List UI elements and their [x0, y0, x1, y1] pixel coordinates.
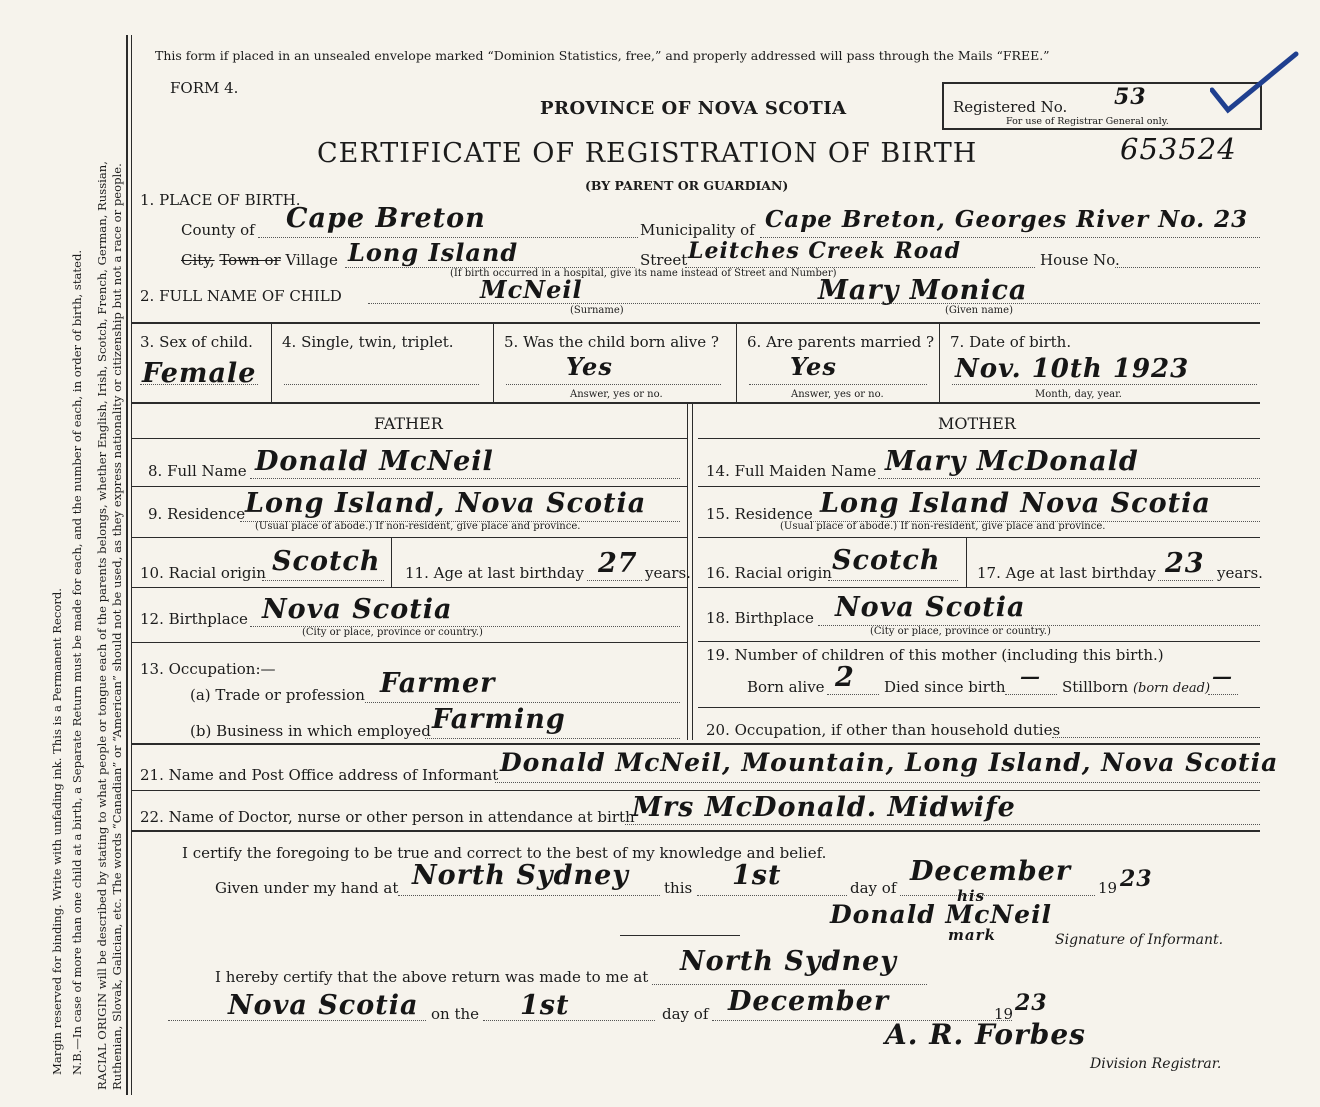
mother-name-value: Mary McDonald [885, 446, 1139, 477]
married-caption: Answer, yes or no. [791, 389, 884, 400]
alive-value: Yes [566, 352, 613, 381]
alive-caption: Answer, yes or no. [570, 389, 663, 400]
street-value: Leitches Creek Road [688, 238, 962, 264]
hospital-note: (If birth occurred in a hospital, give its name instead of Street and Number) [450, 268, 837, 279]
father-racial-value: Scotch [272, 546, 381, 577]
certificate-subtitle: (BY PARENT OR GUARDIAN) [585, 178, 789, 193]
father-birthplace-caption: (City or place, province or country.) [302, 627, 483, 638]
form-number: FORM 4. [170, 79, 239, 97]
stillborn-label-text: Stillborn [1062, 678, 1129, 696]
married-label: 6. Are parents married ? [747, 333, 935, 351]
father-trade-label: (a) Trade or profession [190, 686, 365, 704]
alive-label: 5. Was the child born alive ? [504, 333, 719, 351]
dob-label: 7. Date of birth. [950, 333, 1072, 351]
father-trade-value: Farmer [380, 668, 496, 699]
margin-text-binding: Margin reserved for binding. Write with unfading ink. This is a Permanent Record. [50, 588, 64, 1075]
certificate-number: 653524 [1120, 132, 1237, 166]
border-left-outer [126, 35, 128, 1095]
signature-mark: mark [948, 926, 996, 944]
attendant-label: 22. Name of Doctor, nurse or other person in attendance at birth [140, 808, 635, 826]
day-of-label: day of [850, 879, 897, 897]
mother-residence-label: 15. Residence [706, 505, 813, 523]
dob-caption: Month, day, year. [1035, 389, 1122, 400]
died-value: — [1020, 664, 1041, 688]
mother-birthplace-label: 18. Birthplace [706, 609, 814, 627]
stillborn-note: (born dead) [1132, 681, 1211, 696]
father-racial-label: 10. Racial origin [140, 564, 266, 582]
city-label [181, 251, 338, 269]
given-name-caption: (Given name) [945, 305, 1013, 316]
informant-signature: Donald McNeil [830, 900, 1053, 929]
father-birthplace-label: 12. Birthplace [140, 610, 248, 628]
registrar-day-of-label: day of [662, 1005, 709, 1023]
father-business-value: Farming [432, 704, 566, 735]
father-birthplace-value: Nova Scotia [262, 594, 453, 625]
mother-years-label: years. [1217, 564, 1263, 582]
mother-residence-value: Long Island Nova Scotia [820, 488, 1211, 519]
married-value: Yes [790, 352, 837, 381]
stillborn-value: — [1212, 664, 1233, 688]
father-name-label: 8. Full Name [148, 462, 247, 480]
attendant-value: Mrs McDonald. Midwife [632, 792, 1016, 823]
born-alive-value: 2 [835, 662, 855, 693]
mail-notice: This form if placed in an unsealed envelope marked “Dominion Statistics, free,” and properly addressed will pass through the Mails “FREE.” [155, 48, 1050, 63]
child-given-name: Mary Monica [818, 275, 1028, 306]
county-label: County of [181, 221, 255, 239]
this-label: this [664, 879, 693, 897]
signature-caption: Signature of Informant. [1055, 932, 1224, 948]
registrar-day: 1st [520, 990, 570, 1021]
mother-age-value: 23 [1165, 548, 1205, 579]
sex-label: 3. Sex of child. [140, 333, 253, 351]
dob-value: Nov. 10th 1923 [955, 354, 1190, 384]
mother-residence-caption: (Usual place of abode.) If non-resident, give place and province. [780, 521, 1106, 532]
province-heading: PROVINCE OF NOVA SCOTIA [540, 98, 847, 119]
certification-statement: I certify the foregoing to be true and correct to the best of my knowledge and belief. [182, 844, 827, 862]
certificate-title: CERTIFICATE OF REGISTRATION OF BIRTH [317, 138, 978, 169]
municipality-label: Municipality of [640, 221, 755, 239]
city-label-town: Town or [219, 251, 281, 269]
certification-month: December [910, 856, 1072, 887]
signature-his: his [957, 887, 986, 905]
father-age-label: 11. Age at last birthday [405, 564, 584, 582]
informant-label: 21. Name and Post Office address of Informant [140, 766, 499, 784]
checkmark-icon [1210, 50, 1300, 115]
registrar-place-1: North Sydney [680, 946, 897, 977]
father-years-label: years. [645, 564, 691, 582]
margin-text-racial: RACIAL ORIGIN will be described by stating to what people or tongue each of the parents belongs, whether English, Irish, Scotch, French, German, Russian, [95, 161, 109, 1090]
father-name-value: Donald McNeil [255, 446, 494, 477]
father-residence-value: Long Island, Nova Scotia [245, 488, 647, 519]
city-label-city: City, [181, 251, 215, 269]
child-surname: McNeil [480, 275, 583, 304]
surname-caption: (Surname) [570, 305, 624, 316]
registered-no-label: Registered No. [953, 98, 1068, 116]
on-the-label: on the [431, 1005, 480, 1023]
city-label-village: Village [285, 251, 338, 269]
certification-day: 1st [732, 860, 782, 891]
place-of-birth-heading: 1. PLACE OF BIRTH. [140, 191, 301, 209]
registered-no-note: For use of Registrar General only. [1006, 116, 1169, 127]
father-residence-caption: (Usual place of abode.) If non-resident, give place and province. [255, 521, 581, 532]
multiplicity-label: 4. Single, twin, triplet. [282, 333, 454, 351]
child-name-label: 2. FULL NAME OF CHILD [140, 287, 342, 305]
registrar-signature: A. R. Forbes [885, 1018, 1086, 1051]
registrar-month: December [728, 986, 890, 1017]
sex-value: Female [142, 358, 257, 389]
mother-occupation-label: 20. Occupation, if other than household duties [706, 721, 1061, 739]
mother-age-label: 17. Age at last birthday [977, 564, 1156, 582]
born-alive-label: Born alive [747, 678, 825, 696]
father-residence-label: 9. Residence [148, 505, 246, 523]
informant-value: Donald McNeil, Mountain, Long Island, Nova Scotia [500, 748, 1279, 777]
village-value: Long Island [348, 238, 519, 267]
father-business-label: (b) Business in which employed [190, 722, 431, 740]
registrar-year-prefix: 19 [994, 1005, 1014, 1023]
mother-children-label: 19. Number of children of this mother (including this birth.) [706, 646, 1164, 664]
father-age-value: 27 [598, 548, 638, 579]
mother-name-label: 14. Full Maiden Name [706, 462, 877, 480]
registered-no-value: 53 [1114, 84, 1147, 110]
registrar-place-2: Nova Scotia [228, 990, 419, 1021]
municipality-value: Cape Breton, Georges River No. 23 [765, 206, 1249, 233]
margin-text-racial-cont: Ruthenian, Slovak, Galician, etc. The words “Canadian” or “American” should not be used, as they express nationality or citizenship but not a race or people. [110, 163, 124, 1090]
stillborn-label [1062, 678, 1210, 696]
died-label: Died since birth [884, 678, 1006, 696]
father-occupation-label: 13. Occupation:— [140, 660, 276, 678]
margin-text-nb: N.B.—In case of more than one child at a birth, a Separate Return must be made for each, and the number of each, in order of birth, stated. [70, 249, 84, 1075]
father-heading: FATHER [374, 414, 443, 433]
mother-birthplace-value: Nova Scotia [835, 592, 1026, 623]
house-no-label: House No. [1040, 251, 1120, 269]
street-label: Street [640, 251, 688, 269]
given-under-label: Given under my hand at [215, 879, 399, 897]
certification-year-prefix: 19 [1098, 879, 1118, 897]
registrar-caption: Division Registrar. [1090, 1056, 1222, 1072]
border-left-inner [131, 35, 132, 1095]
mother-racial-label: 16. Racial origin [706, 564, 832, 582]
certification-year: 23 [1120, 866, 1153, 892]
certification-place: North Sydney [412, 860, 629, 891]
mother-birthplace-caption: (City or place, province or country.) [870, 626, 1051, 637]
mother-racial-value: Scotch [832, 545, 941, 576]
mother-heading: MOTHER [938, 414, 1016, 433]
county-value: Cape Breton [286, 203, 486, 234]
registrar-statement: I hereby certify that the above return was made to me at [215, 968, 649, 986]
registrar-year: 23 [1015, 990, 1048, 1016]
